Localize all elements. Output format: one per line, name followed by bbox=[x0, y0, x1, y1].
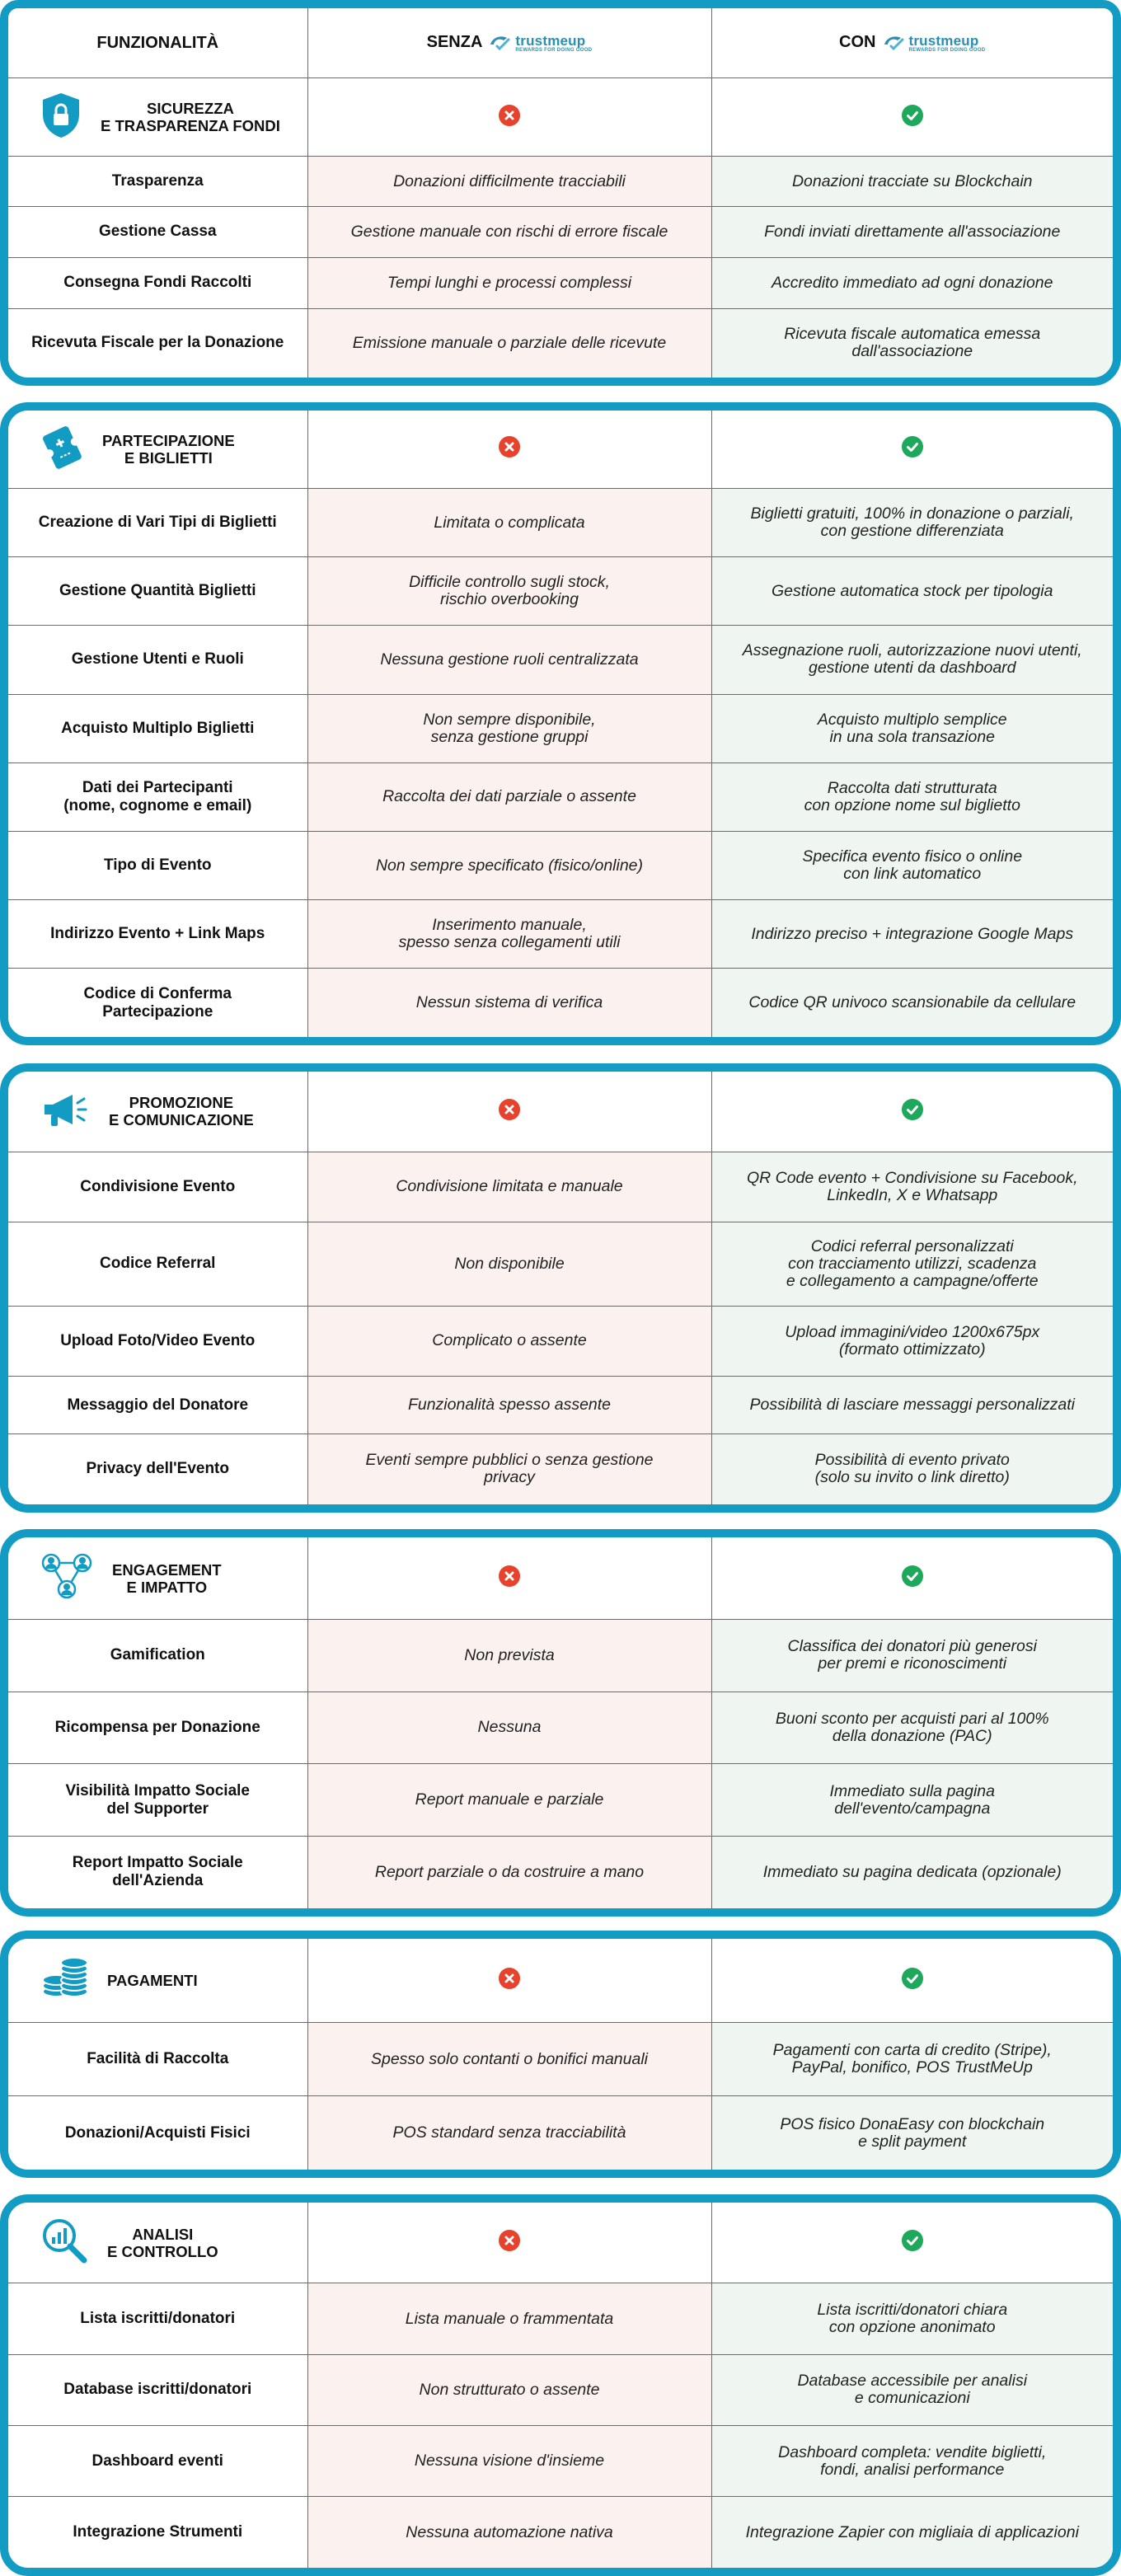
con-value: Codice QR univoco scansionabile da cellulare bbox=[711, 969, 1113, 1037]
con-value: Buoni sconto per acquisti pari al 100% della donazione (PAC) bbox=[711, 1692, 1113, 1764]
con-value: Immediato sulla pagina dell'evento/campagna bbox=[711, 1764, 1113, 1837]
table-row bbox=[8, 762, 1113, 831]
feature-name: Codice di Conferma Partecipazione bbox=[8, 969, 307, 1037]
table-row bbox=[8, 694, 1113, 762]
table-row bbox=[8, 1836, 1113, 1908]
feature-name: Database iscritti/donatori bbox=[8, 2354, 307, 2425]
x-icon bbox=[499, 2230, 520, 2251]
section-title-row bbox=[8, 2203, 1113, 2283]
table-row bbox=[8, 2354, 1113, 2425]
senza-value: Lista manuale o frammentata bbox=[307, 2283, 711, 2354]
check-icon bbox=[902, 1099, 923, 1120]
table-row bbox=[8, 1620, 1113, 1692]
con-status bbox=[711, 411, 1113, 488]
ticket-icon bbox=[40, 423, 84, 475]
feature-name: Acquisto Multiplo Biglietti bbox=[8, 694, 307, 762]
brand-tagline: REWARDS FOR DOING GOOD bbox=[908, 47, 986, 53]
con-status bbox=[711, 1537, 1113, 1620]
senza-value: Report parziale o da costruire a mano bbox=[307, 1836, 711, 1908]
x-icon bbox=[499, 1565, 520, 1587]
section-title-row bbox=[8, 411, 1113, 488]
con-value: QR Code evento + Condivisione su Facebook, LinkedIn, X e Whatsapp bbox=[711, 1152, 1113, 1222]
section-title-row bbox=[8, 78, 1113, 157]
con-status bbox=[711, 78, 1113, 157]
con-value: Lista iscritti/donatori chiara con opzione anonimato bbox=[711, 2283, 1113, 2354]
section-card bbox=[0, 402, 1121, 1045]
feature-name: Facilità di Raccolta bbox=[8, 2022, 307, 2095]
senza-label: SENZA bbox=[426, 33, 483, 52]
section-title-row bbox=[8, 1939, 1113, 2022]
senza-value: Spesso solo contanti o bonifici manuali bbox=[307, 2022, 711, 2095]
megaphone-icon bbox=[40, 1088, 91, 1135]
table-row bbox=[8, 557, 1113, 626]
senza-status bbox=[307, 1939, 711, 2022]
table-row bbox=[8, 1152, 1113, 1222]
feature-name: Creazione di Vari Tipi di Biglietti bbox=[8, 488, 307, 556]
senza-value: Raccolta dei dati parziale o assente bbox=[307, 762, 711, 831]
feature-name: Ricevuta Fiscale per la Donazione bbox=[8, 308, 307, 378]
table-row bbox=[8, 1764, 1113, 1837]
con-value: Indirizzo preciso + integrazione Google Maps bbox=[711, 900, 1113, 969]
feature-name: Gestione Quantità Biglietti bbox=[8, 557, 307, 626]
senza-value: Non disponibile bbox=[307, 1222, 711, 1306]
con-value: Immediato su pagina dedicata (opzionale) bbox=[711, 1836, 1113, 1908]
con-column-header bbox=[711, 8, 1113, 78]
feature-name: Messaggio del Donatore bbox=[8, 1377, 307, 1434]
comparison-table bbox=[8, 1537, 1113, 1908]
con-value: Database accessibile per analisi e comunicazioni bbox=[711, 2354, 1113, 2425]
senza-column-header bbox=[307, 8, 711, 78]
feature-name: Integrazione Strumenti bbox=[8, 2497, 307, 2568]
comparison-table bbox=[8, 1939, 1113, 2170]
comparison-table bbox=[8, 8, 1113, 378]
con-value: Biglietti gratuiti, 100% in donazione o parziali, con gestione differenziata bbox=[711, 488, 1113, 556]
comparison-table bbox=[8, 1072, 1113, 1504]
senza-value: Nessun sistema di verifica bbox=[307, 969, 711, 1037]
column-header-row bbox=[8, 8, 1113, 78]
x-icon bbox=[499, 1099, 520, 1120]
con-value: Assegnazione ruoli, autorizzazione nuovi utenti, gestione utenti da dashboard bbox=[711, 626, 1113, 694]
brand-name: trustmeup bbox=[908, 32, 979, 49]
section-title-cell bbox=[8, 1072, 307, 1152]
check-icon bbox=[902, 436, 923, 457]
section-title: PAGAMENTI bbox=[107, 1971, 198, 1989]
senza-value: Difficile controllo sugli stock, rischio overbooking bbox=[307, 557, 711, 626]
trustmeup-logo bbox=[883, 34, 986, 53]
feature-name: Codice Referral bbox=[8, 1222, 307, 1306]
section-title-row bbox=[8, 1072, 1113, 1152]
feature-name: Gamification bbox=[8, 1620, 307, 1692]
con-value: Classifica dei donatori più generosi per premi e riconoscimenti bbox=[711, 1620, 1113, 1692]
con-value: Integrazione Zapier con migliaia di applicazioni bbox=[711, 2497, 1113, 2568]
feature-name: Visibilità Impatto Sociale del Supporter bbox=[8, 1764, 307, 1837]
senza-value: Complicato o assente bbox=[307, 1306, 711, 1377]
senza-status bbox=[307, 1537, 711, 1620]
con-value: POS fisico DonaEasy con blockchain e split payment bbox=[711, 2096, 1113, 2170]
section-title-cell bbox=[8, 1537, 307, 1620]
check-icon bbox=[902, 1968, 923, 1989]
check-icon bbox=[902, 105, 923, 126]
senza-value: Gestione manuale con rischi di errore fiscale bbox=[307, 206, 711, 257]
section-title-cell bbox=[8, 1939, 307, 2022]
con-value: Upload immagini/video 1200x675px (formato ottimizzato) bbox=[711, 1306, 1113, 1377]
feature-name: Ricompensa per Donazione bbox=[8, 1692, 307, 1764]
con-value: Donazioni tracciate su Blockchain bbox=[711, 157, 1113, 207]
senza-value: Inserimento manuale, spesso senza collegamenti utili bbox=[307, 900, 711, 969]
senza-value: Nessuna automazione nativa bbox=[307, 2497, 711, 2568]
con-value: Accredito immediato ad ogni donazione bbox=[711, 257, 1113, 308]
con-value: Ricevuta fiscale automatica emessa dall'associazione bbox=[711, 308, 1113, 378]
senza-value: Non strutturato o assente bbox=[307, 2354, 711, 2425]
section-card bbox=[0, 2194, 1121, 2576]
table-row bbox=[8, 900, 1113, 969]
senza-value: Eventi sempre pubblici o senza gestione privacy bbox=[307, 1433, 711, 1504]
feature-name: Upload Foto/Video Evento bbox=[8, 1306, 307, 1377]
table-row bbox=[8, 2096, 1113, 2170]
con-value: Fondi inviati direttamente all'associazione bbox=[711, 206, 1113, 257]
feature-name: Gestione Utenti e Ruoli bbox=[8, 626, 307, 694]
con-value: Codici referral personalizzati con tracciamento utilizzi, scadenza e collegamento a campagne/offerte bbox=[711, 1222, 1113, 1306]
con-label: CON bbox=[839, 33, 876, 52]
con-value: Dashboard completa: vendite biglietti, fondi, analisi performance bbox=[711, 2425, 1113, 2496]
con-value: Acquisto multiplo semplice in una sola transazione bbox=[711, 694, 1113, 762]
feature-name: Lista iscritti/donatori bbox=[8, 2283, 307, 2354]
feature-name: Consegna Fondi Raccolti bbox=[8, 257, 307, 308]
feature-name: Privacy dell'Evento bbox=[8, 1433, 307, 1504]
section-card bbox=[0, 1063, 1121, 1513]
con-status bbox=[711, 2203, 1113, 2283]
table-row bbox=[8, 2022, 1113, 2095]
feature-name: Indirizzo Evento + Link Maps bbox=[8, 900, 307, 969]
table-row bbox=[8, 488, 1113, 556]
senza-value: Funzionalità spesso assente bbox=[307, 1377, 711, 1434]
section-title: ANALISI E CONTROLLO bbox=[107, 2225, 218, 2260]
feature-name: Trasparenza bbox=[8, 157, 307, 207]
check-icon bbox=[902, 2230, 923, 2251]
table-row bbox=[8, 2283, 1113, 2354]
con-value: Specifica evento fisico o online con link automatico bbox=[711, 831, 1113, 899]
x-icon bbox=[499, 105, 520, 126]
table-row bbox=[8, 831, 1113, 899]
feature-column-header: FUNZIONALITÀ bbox=[8, 8, 307, 78]
analytics-magnifier-icon bbox=[40, 2216, 89, 2269]
x-icon bbox=[499, 1968, 520, 1989]
section-card bbox=[0, 0, 1121, 386]
table-row bbox=[8, 308, 1113, 378]
coins-icon bbox=[40, 1955, 89, 2006]
table-row bbox=[8, 1433, 1113, 1504]
senza-value: Donazioni difficilmente tracciabili bbox=[307, 157, 711, 207]
senza-status bbox=[307, 411, 711, 488]
section-title: PROMOZIONE E COMUNICAZIONE bbox=[109, 1094, 254, 1129]
feature-name: Donazioni/Acquisti Fisici bbox=[8, 2096, 307, 2170]
senza-value: Non sempre disponibile, senza gestione gruppi bbox=[307, 694, 711, 762]
feature-name: Gestione Cassa bbox=[8, 206, 307, 257]
table-row bbox=[8, 1306, 1113, 1377]
section-title: SICUREZZA E TRASPARENZA FONDI bbox=[101, 100, 280, 135]
senza-value: Condivisione limitata e manuale bbox=[307, 1152, 711, 1222]
table-row bbox=[8, 257, 1113, 308]
comparison-table bbox=[8, 2203, 1113, 2568]
brand-name: trustmeup bbox=[515, 32, 586, 49]
section-title: ENGAGEMENT E IMPATTO bbox=[112, 1560, 222, 1596]
section-card bbox=[0, 1529, 1121, 1917]
section-title-cell bbox=[8, 78, 307, 157]
section-title: PARTECIPAZIONE E BIGLIETTI bbox=[102, 431, 235, 467]
table-row bbox=[8, 206, 1113, 257]
table-row bbox=[8, 2497, 1113, 2568]
table-row bbox=[8, 1222, 1113, 1306]
senza-value: Nessuna bbox=[307, 1692, 711, 1764]
table-row bbox=[8, 1377, 1113, 1434]
table-row bbox=[8, 157, 1113, 207]
con-value: Gestione automatica stock per tipologia bbox=[711, 557, 1113, 626]
con-value: Pagamenti con carta di credito (Stripe), PayPal, bonifico, POS TrustMeUp bbox=[711, 2022, 1113, 2095]
senza-status bbox=[307, 2203, 711, 2283]
feature-name: Dati dei Partecipanti (nome, cognome e email) bbox=[8, 762, 307, 831]
con-value: Possibilità di lasciare messaggi personalizzati bbox=[711, 1377, 1113, 1434]
senza-value: POS standard senza tracciabilità bbox=[307, 2096, 711, 2170]
senza-value: Tempi lunghi e processi complessi bbox=[307, 257, 711, 308]
table-row bbox=[8, 1692, 1113, 1764]
table-row bbox=[8, 626, 1113, 694]
feature-name: Dashboard eventi bbox=[8, 2425, 307, 2496]
senza-value: Nessuna gestione ruoli centralizzata bbox=[307, 626, 711, 694]
senza-value: Non prevista bbox=[307, 1620, 711, 1692]
table-row bbox=[8, 2425, 1113, 2496]
con-status bbox=[711, 1072, 1113, 1152]
section-title-cell bbox=[8, 2203, 307, 2283]
con-value: Possibilità di evento privato (solo su invito o link diretto) bbox=[711, 1433, 1113, 1504]
senza-value: Nessuna visione d'insieme bbox=[307, 2425, 711, 2496]
x-icon bbox=[499, 436, 520, 457]
con-value: Raccolta dati strutturata con opzione nome sul biglietto bbox=[711, 762, 1113, 831]
table-row bbox=[8, 969, 1113, 1037]
senza-status bbox=[307, 1072, 711, 1152]
feature-name: Condivisione Evento bbox=[8, 1152, 307, 1222]
section-title-cell bbox=[8, 411, 307, 488]
shield-lock-icon bbox=[40, 91, 82, 143]
trustmeup-logo bbox=[489, 34, 592, 53]
senza-value: Non sempre specificato (fisico/online) bbox=[307, 831, 711, 899]
section-title-row bbox=[8, 1537, 1113, 1620]
feature-name: Tipo di Evento bbox=[8, 831, 307, 899]
senza-status bbox=[307, 78, 711, 157]
con-status bbox=[711, 1939, 1113, 2022]
section-card bbox=[0, 1931, 1121, 2178]
senza-value: Limitata o complicata bbox=[307, 488, 711, 556]
check-icon bbox=[902, 1565, 923, 1587]
senza-value: Report manuale e parziale bbox=[307, 1764, 711, 1837]
brand-tagline: REWARDS FOR DOING GOOD bbox=[515, 47, 593, 53]
feature-name: Report Impatto Sociale dell'Azienda bbox=[8, 1836, 307, 1908]
people-network-icon bbox=[40, 1551, 94, 1605]
comparison-table bbox=[8, 411, 1113, 1037]
senza-value: Emissione manuale o parziale delle ricevute bbox=[307, 308, 711, 378]
